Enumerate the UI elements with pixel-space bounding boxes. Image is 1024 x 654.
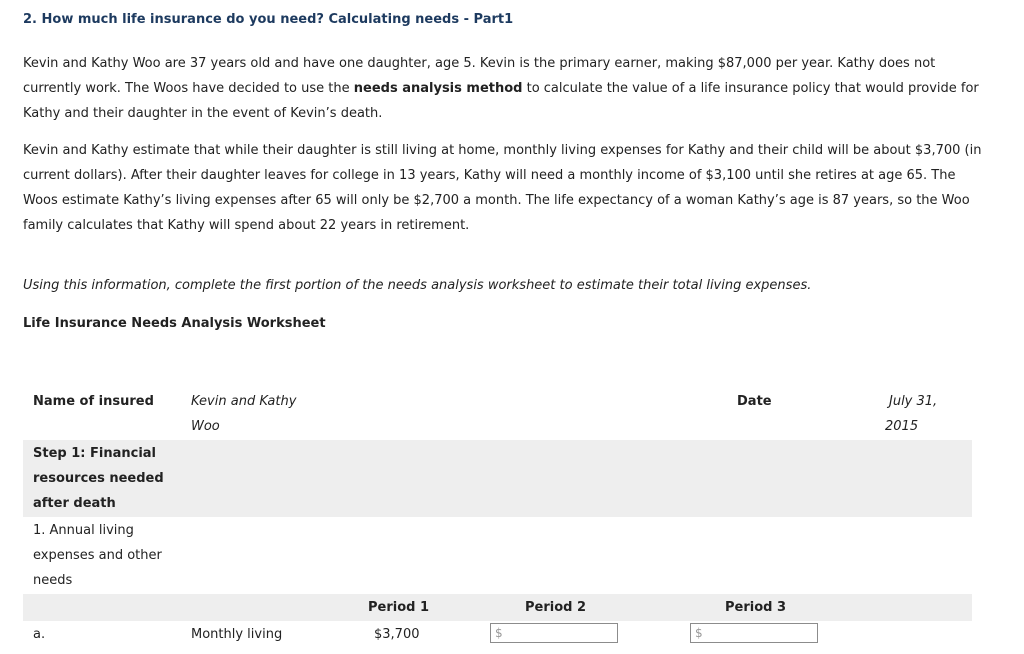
scenario-paragraph-2: Kevin and Kathy estimate that while their daughter is still living at home, monthly living expenses for Kathy and their child will be about $3,700 (in current dollars). After their daughter leaves for college in 13 years, Kathy will need a monthly income of $3,100 until she retires at age 65. The Woos estimate Kathy’s living expenses after 65 will only be $2,700 a month. The life expectancy of a woman Kathy’s age is 87 years, so the Woo family calculates that Kathy will spend about 22 years in retirement. (23, 143, 982, 233)
date-label: Date (737, 394, 772, 409)
row-a-period2-input[interactable] (490, 623, 618, 643)
p1-text-b: to calculate the value of a life insurance policy that would provide for Kathy and their daughter in the event of Kevin’s death. (23, 81, 979, 121)
worksheet-title: Life Insurance Needs Analysis Worksheet (23, 316, 326, 331)
currency-symbol: $ (695, 626, 703, 640)
p1-text-a: Kevin and Kathy Woo are 37 years old and have one daughter, age 5. Kevin is the primary earner, making $87,000 per year. Kathy does not currently work. The Woos have decided to use the (23, 56, 936, 96)
scenario-paragraph-1 (23, 51, 988, 126)
row-a-label: Monthly living (191, 627, 283, 642)
step1-row-background (23, 440, 972, 517)
row-a-letter: a. (33, 627, 46, 642)
step1-heading-line1: Step 1: Financial (33, 446, 157, 461)
instruction-text: Using this information, complete the first portion of the needs analysis worksheet to estimate their total living expenses. (23, 278, 812, 293)
item1-label-line3: needs (33, 573, 73, 588)
step1-heading-line3: after death (33, 496, 116, 511)
item1-label-line1: 1. Annual living (33, 523, 134, 538)
period1-header: Period 1 (368, 600, 430, 615)
period2-header: Period 2 (525, 600, 587, 615)
p1-bold-term: needs analysis method (353, 81, 523, 96)
currency-symbol: $ (495, 626, 503, 640)
question-title: 2. How much life insurance do you need? Calculating needs - Part1 (23, 12, 514, 27)
worksheet-table (23, 387, 972, 654)
step1-heading-line2: resources needed (33, 471, 164, 486)
row-a-period3-input[interactable] (690, 623, 818, 643)
period-header-background (23, 594, 972, 621)
period3-header: Period 3 (725, 600, 787, 615)
name-of-insured-label: Name of insured (33, 394, 154, 409)
item1-label-line2: expenses and other (33, 548, 162, 563)
insured-name-line1: Kevin and Kathy (191, 394, 297, 409)
row-a-period1-value: $3,700 (374, 627, 420, 642)
date-value-line2: 2015 (885, 419, 919, 434)
date-value-line1: July 31, (889, 394, 938, 409)
insured-name-line2: Woo (191, 419, 220, 434)
